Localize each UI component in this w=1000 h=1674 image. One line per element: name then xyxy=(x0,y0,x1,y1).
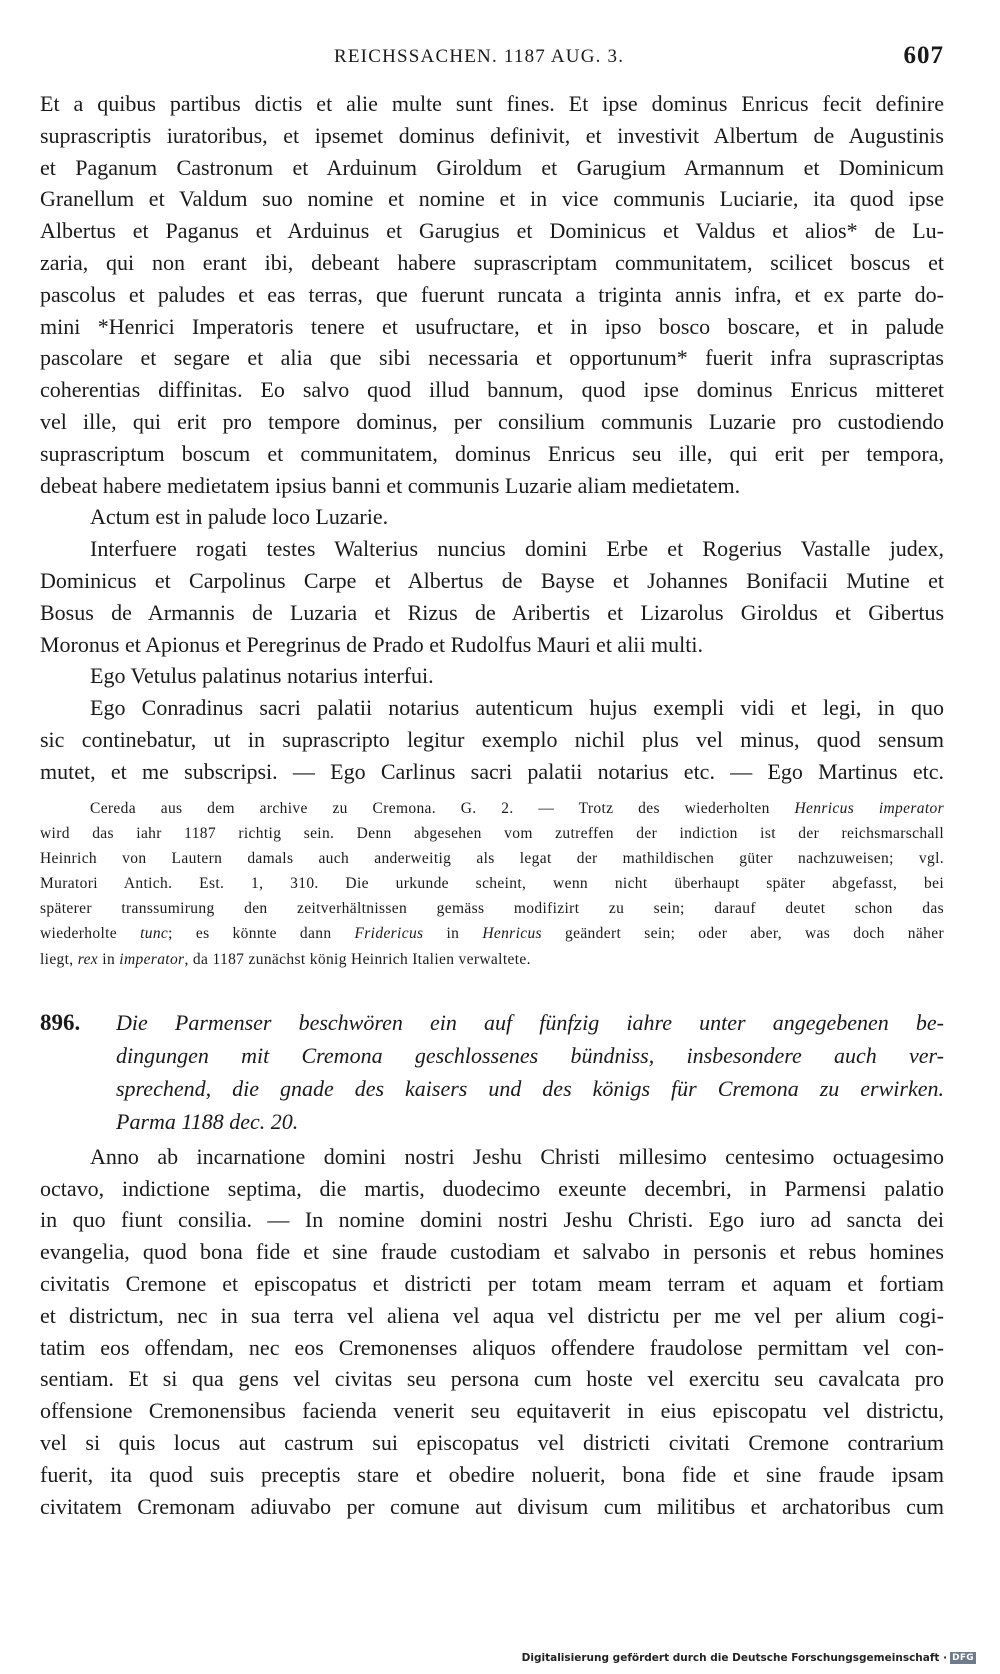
regest-line: Die Parmenser beschwören ein auf fünfzig iahre unter angegebenen be- xyxy=(116,1009,944,1035)
text-line: octavo, indictione septima, die martis, duodecimo exeunte decembri, in Parmensi palatio xyxy=(40,1175,944,1201)
text-line: vel si quis locus aut castrum sui episcopatus vel districti civitati Cremone contrarium xyxy=(40,1430,944,1456)
dfg-logo: DFG xyxy=(952,1653,974,1663)
notary-line: Ego Vetulus palatinus notarius interfui. xyxy=(90,663,434,689)
witness-line: Dominicus et Carpolinus Carpe et Albertus de Bayse et Johannes Bonifacii Mutine et xyxy=(40,567,944,593)
running-title: REICHSSACHEN. 1187 AUG. 3. xyxy=(334,46,625,67)
document-page xyxy=(40,40,944,1522)
text-line: Anno ab incarnatione domini nostri Jeshu Christi millesimo centesimo octuagesimo xyxy=(90,1143,944,1169)
text-line: tatim eos offendam, nec eos Cremonenses aliquos offendere fraudolose permittam vel con- xyxy=(40,1334,944,1360)
subscription-line: mutet, et me subscripsi. — Ego Carlinus sacri palatii notarius etc. — Ego Martinus etc. xyxy=(40,758,944,784)
text-line: fuerit, ita quod suis preceptis stare et obedire noluerit, bona fide et sine fraude ipsam xyxy=(40,1461,944,1487)
regest-line: dingungen mit Cremona geschlossenes bündniss, insbesondere auch ver- xyxy=(116,1042,944,1068)
text-line: zaria, qui non erant ibi, debeant habere suprascriptam communitatem, scilicet boscus et xyxy=(40,249,944,275)
text-line: offensione Cremonensibus facienda venerit seu equitaverit in eius episcopatu vel districtu, xyxy=(40,1398,944,1424)
note-line: wird das iahr 1187 richtig sein. Denn abgesehen vom zutreffen der indiction ist der reichsmarschall xyxy=(40,824,944,842)
text-line: Granellum et Valdum suo nomine et nomine et in vice communis Luciarie, ita quod ipse xyxy=(40,186,944,212)
text-line: vel ille, qui erit pro tempore dominus, per consilium communis Luzarie pro custodiendo xyxy=(40,408,944,434)
text-line: sentiam. Et si qua gens vel civitas seu persona cum hoste vel exercitu seu cavalcata pro xyxy=(40,1366,944,1392)
regest-line: sprechend, die gnade des kaisers und des königs für Cremona zu erwirken. xyxy=(116,1075,944,1101)
note-line: wiederholte tunc; es könnte dann Fridericus in Henricus geändert sein; oder aber, was doch näher xyxy=(40,925,944,943)
document-896-heading xyxy=(40,1006,944,1138)
editorial-notes xyxy=(40,796,944,972)
witness-line: Moronus et Apionus et Peregrinus de Prado et Rudolfus Mauri et alii multi. xyxy=(40,631,703,657)
text-line: et Paganum Castronum et Arduinum Giroldum et Garugium Armannum et Dominicum xyxy=(40,154,944,180)
text-line: pascolare et segare et alia que sibi necessaria et opportunum* fuerit infra suprascriptas xyxy=(40,345,944,371)
subscription-line: Ego Conradinus sacri palatii notarius autenticum hujus exempli vidi et legi, in quo xyxy=(90,695,944,721)
witness-line: Bosus de Armannis de Luzaria et Rizus de Aribertis et Lizarolus Giroldus et Gibertus xyxy=(40,599,944,625)
charter-text xyxy=(40,88,944,788)
text-line: in quo fiunt consilia. — In nomine domini nostri Jeshu Christi. Ego iuro ad sancta dei xyxy=(40,1207,944,1233)
note-line: Muratori Antich. Est. 1, 310. Die urkunde scheint, wenn nicht überhaupt später abgefasst, bei xyxy=(40,875,944,893)
text-line: Et a quibus partibus dictis et alie multe sunt fines. Et ipse dominus Enricus fecit definire xyxy=(40,91,944,116)
text-line: evangelia, quod bona fide et sine fraude custodiam et salvabo in personis et rebus homines xyxy=(40,1239,944,1265)
text-line: Albertus et Paganus et Arduinus et Garugius et Dominicus et Valdus et alios* de Lu- xyxy=(40,218,944,244)
page-header xyxy=(40,40,944,88)
note-line: späterer transsumirung den zeitverhältnissen gemäss modifizirt zu sein; darauf deutet schon das xyxy=(40,900,944,918)
document-number: 896. xyxy=(40,1009,81,1035)
credit-text: Digitalisierung gefördert durch die Deutsche Forschungsgemeinschaft · xyxy=(521,1652,948,1664)
text-line: mini *Henrici Imperatoris tenere et usufructare, et in ipso bosco boscare, et in palude xyxy=(40,313,944,339)
note-line: Heinrich von Lautern damals auch anderweitig als legat der mathildischen güter nachzuweisen; vgl. xyxy=(40,849,944,867)
text-line: pascolus et paludes et eas terras, que fuerunt runcata a triginta annis infra, et ex parte do- xyxy=(40,281,944,307)
actum-line: Actum est in palude loco Luzarie. xyxy=(90,504,389,530)
note-line: liegt, rex in imperator, da 1187 zunächst könig Heinrich Italien verwaltete. xyxy=(40,950,531,968)
text-line: suprascriptis iuratoribus, et ipsemet dominus definivit, et investivit Albertum de Augustinis xyxy=(40,122,944,148)
witness-line: Interfuere rogati testes Walterius nuncius domini Erbe et Rogerius Vastalle judex, xyxy=(90,536,944,562)
text-line: civitatem Cremonam adiuvabo per comune aut divisum cum militibus et archatoribus cum xyxy=(40,1493,944,1519)
page-number: 607 xyxy=(903,42,944,69)
text-line: coherentias diffinitas. Eo salvo quod illud bannum, quod ipse dominus Enricus mitteret xyxy=(40,377,944,403)
note-line: Cereda aus dem archive zu Cremona. G. 2. — Trotz des wiederholten Henricus imperator xyxy=(90,799,944,817)
text-line: debeat habere medietatem ipsius banni et communis Luzarie aliam medietatem. xyxy=(40,472,741,498)
digitization-credit xyxy=(522,1652,976,1664)
text-line: suprascriptum boscum et communitatem, dominus Enricus seu ille, qui erit per tempora, xyxy=(40,440,944,466)
regest-date: Parma 1188 dec. 20. xyxy=(116,1108,299,1134)
text-line: civitatis Cremone et episcopatus et districti per totam meam terram et aquam et fortiam xyxy=(40,1271,944,1297)
subscription-line: sic continebatur, ut in suprascripto legitur exemplo nichil plus vel minus, quod sensum xyxy=(40,726,944,752)
document-896-text xyxy=(40,1141,944,1523)
text-line: et districtum, nec in sua terra vel aliena vel aqua vel districtu per me vel per alium cogi- xyxy=(40,1302,944,1328)
